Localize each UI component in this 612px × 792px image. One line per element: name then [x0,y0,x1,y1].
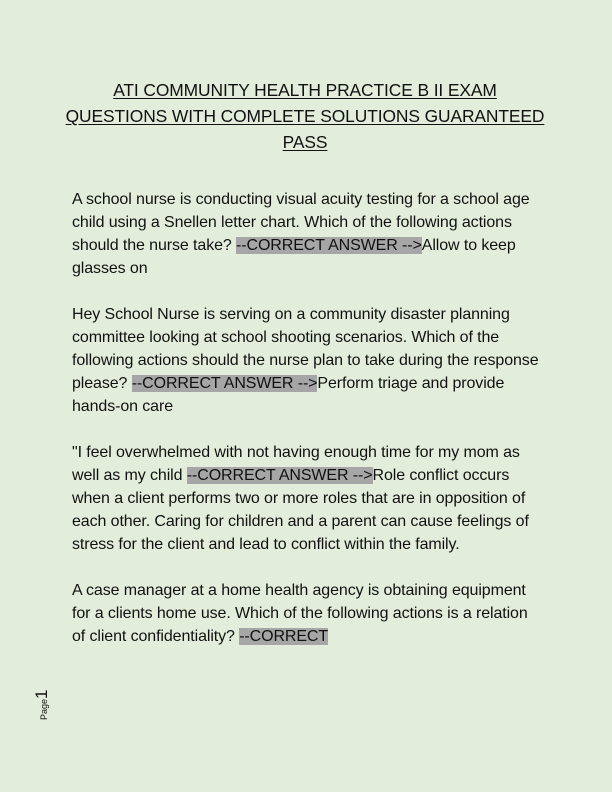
question-3-answer: Role conflict occurs when a client performs two or more roles that are in opposition of each other. Caring for children and a parent can cause feelings of stress for the client and lead to conflict within the family. [72,467,529,553]
question-1 [72,188,544,280]
question-3-text: "I feel overwhelmed with not having enough time for my mom as well as my child [72,444,520,484]
title-line-3: PASS [282,132,328,152]
page-number: 1 [32,689,51,699]
page-label: Page [39,698,49,720]
question-3 [72,441,544,556]
correct-answer-marker: --CORRECT ANSWER --> [186,467,373,484]
page-footer [32,690,52,721]
question-4 [72,579,544,648]
correct-answer-marker: --CORRECT ANSWER --> [131,375,318,392]
correct-answer-marker: --CORRECT ANSWER --> [236,237,422,254]
question-1-text: A school nurse is conducting visual acuity testing for a school age child using a Snellen letter chart. Which of the following actions should the nurse take? [72,191,530,254]
question-2 [72,303,544,418]
title-line-2: QUESTIONS WITH COMPLETE SOLUTIONS GUARANTEED [65,106,545,126]
question-2-text: Hey School Nurse is serving on a community disaster planning committee looking at school shooting scenarios. Which of the following actions should the nurse plan to take during the response please? [72,306,539,392]
question-1-answer: Allow to keep glasses on [72,237,516,277]
question-4-text: A case manager at a home health agency is obtaining equipment for a clients home use. Which of the following actions is a relation of client confidentiality? [72,582,528,645]
question-2-answer: Perform triage and provide hands-on care [72,375,505,415]
title-line-1: ATI COMMUNITY HEALTH PRACTICE B II EXAM [113,80,497,100]
correct-answer-marker-partial: --CORRECT [239,628,329,645]
document-title [60,77,550,155]
document-body [72,188,544,671]
